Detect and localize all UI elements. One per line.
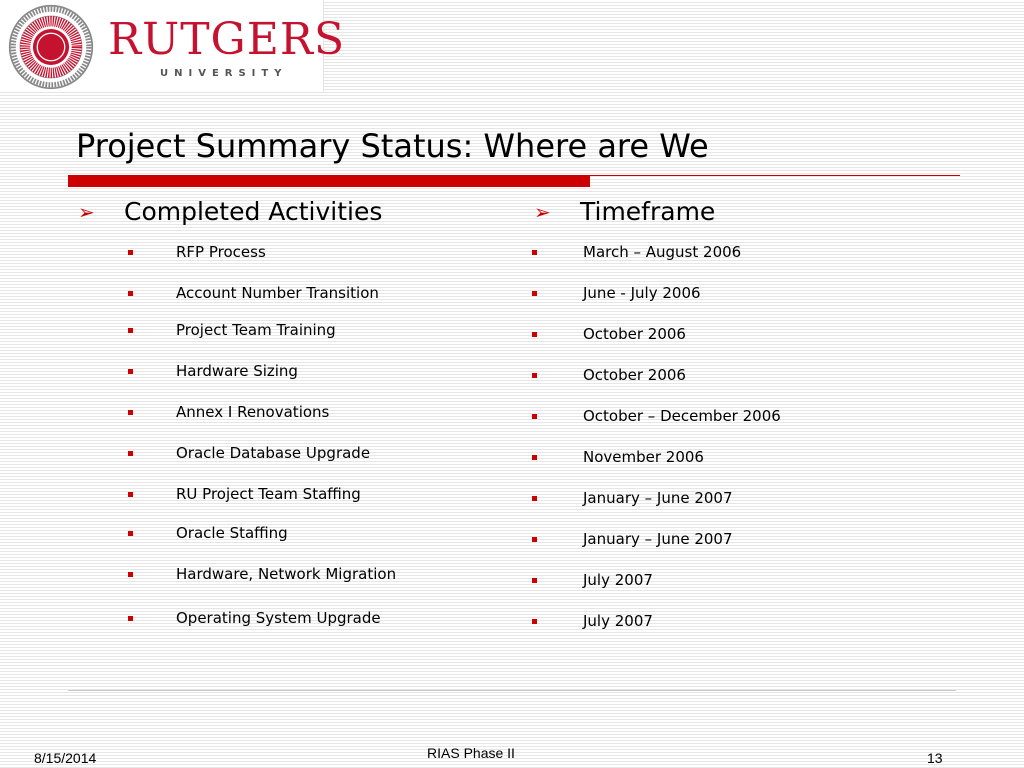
square-bullet-icon xyxy=(532,455,537,460)
timeframe-heading xyxy=(534,197,715,227)
completed-activities-heading xyxy=(78,197,382,227)
square-bullet-icon xyxy=(128,616,133,621)
completed-activities-label: Completed Activities xyxy=(124,197,383,226)
logo-subword: UNIVERSITY xyxy=(160,68,288,79)
square-bullet-icon xyxy=(532,496,537,501)
timeframe-item: January – June 2007 xyxy=(583,489,733,507)
square-bullet-icon xyxy=(128,451,133,456)
square-bullet-icon xyxy=(532,373,537,378)
timeframe-item: November 2006 xyxy=(583,448,704,466)
title-underline-line xyxy=(590,175,960,176)
completed-activity-item: Operating System Upgrade xyxy=(176,609,381,627)
arrow-bullet-icon: ➢ xyxy=(78,200,95,224)
square-bullet-icon xyxy=(128,291,133,296)
completed-activity-item: Project Team Training xyxy=(176,321,336,339)
footer-center-text: RIAS Phase II xyxy=(427,745,515,761)
square-bullet-icon xyxy=(128,410,133,415)
square-bullet-icon xyxy=(532,537,537,542)
title-underline-bar xyxy=(68,175,590,187)
square-bullet-icon xyxy=(128,531,133,536)
completed-activity-item: Oracle Staffing xyxy=(176,524,288,542)
completed-activity-item: Hardware, Network Migration xyxy=(176,565,397,583)
square-bullet-icon xyxy=(532,414,537,419)
square-bullet-icon xyxy=(532,250,537,255)
rutgers-logo xyxy=(0,0,346,93)
completed-activity-item: RU Project Team Staffing xyxy=(176,485,361,503)
square-bullet-icon xyxy=(128,369,133,374)
timeframe-item: July 2007 xyxy=(583,612,653,630)
completed-activity-item: RFP Process xyxy=(176,243,266,261)
square-bullet-icon xyxy=(532,332,537,337)
logo-wordmark: RUTGERS xyxy=(108,14,346,65)
square-bullet-icon xyxy=(128,572,133,577)
slide-number: 13 xyxy=(927,750,943,766)
square-bullet-icon xyxy=(128,250,133,255)
square-bullet-icon xyxy=(128,492,133,497)
timeframe-label: Timeframe xyxy=(580,197,716,226)
timeframe-item: October 2006 xyxy=(583,325,686,343)
timeframe-item: October – December 2006 xyxy=(583,407,781,425)
completed-activity-item: Account Number Transition xyxy=(176,284,379,302)
timeframe-item: June - July 2006 xyxy=(583,284,701,302)
completed-activity-item: Hardware Sizing xyxy=(176,362,298,380)
timeframe-item: October 2006 xyxy=(583,366,686,384)
square-bullet-icon xyxy=(532,619,537,624)
arrow-bullet-icon: ➢ xyxy=(534,200,551,224)
timeframe-item: July 2007 xyxy=(583,571,653,589)
footer-date: 8/15/2014 xyxy=(34,750,97,766)
timeframe-item: March – August 2006 xyxy=(583,243,742,261)
square-bullet-icon xyxy=(532,291,537,296)
completed-activity-item: Annex I Renovations xyxy=(176,403,330,421)
slide-title: Project Summary Status: Where are We xyxy=(76,127,709,165)
rutgers-seal-icon xyxy=(8,4,94,90)
square-bullet-icon xyxy=(128,328,133,333)
completed-activity-item: Oracle Database Upgrade xyxy=(176,444,371,462)
square-bullet-icon xyxy=(532,578,537,583)
timeframe-item: January – June 2007 xyxy=(583,530,733,548)
footer-divider xyxy=(68,690,956,691)
